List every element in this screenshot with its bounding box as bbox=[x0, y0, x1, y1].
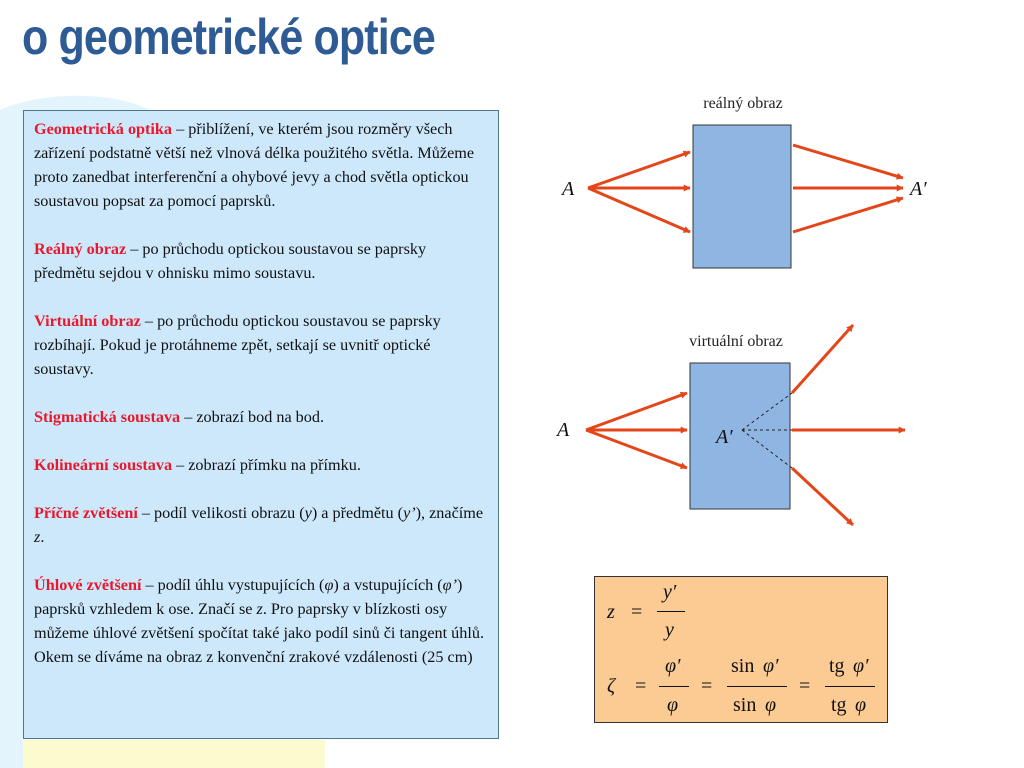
definition-term: Virtuální obraz bbox=[34, 312, 141, 330]
formula-y: y bbox=[665, 619, 674, 641]
definition-term: Úhlové zvětšení bbox=[34, 576, 142, 594]
definition-transverse-magnification: Příčné zvětšení – podíl velikosti obrazu (y) a předmětu (y’), značíme z. bbox=[34, 504, 484, 546]
fraction-bar bbox=[825, 686, 875, 687]
definition-stigmatic-system: Stigmatická soustava – zobrazí bod na bod. bbox=[34, 408, 325, 426]
formula-equals: = bbox=[701, 675, 713, 697]
formula-phi-prime: φ′ bbox=[853, 655, 869, 677]
virtual-outgoing-ray-lower bbox=[792, 468, 853, 525]
fraction-bar bbox=[727, 686, 787, 687]
formula-sin: sin bbox=[733, 694, 757, 716]
virtual-incoming-ray-lower bbox=[586, 430, 687, 468]
formula-tg: tg bbox=[831, 694, 847, 716]
definition-geometric-optics: Geometrická optika – přiblížení, ve kterém jsou rozměry všech zařízení podstatně větší než vlnová délka použitého světla. Můžeme proto zanedbat interferenční a ohybové jevy a chod světla optickou soustavou popsat za pomocí paprsků. bbox=[34, 120, 475, 210]
definition-text: zobrazí přímku na přímku. bbox=[188, 456, 361, 474]
real-image-label: A′ bbox=[910, 178, 927, 200]
definition-term: Kolineární soustava bbox=[34, 456, 173, 474]
definition-text: přiblížení, ve kterém jsou rozměry všech zařízení podstatně větší než vlnová délka použitého světla. Můžeme proto zanedbat interferenční a ohybové jevy a chod světla optickou soustavou popsat za pomocí paprsků. bbox=[34, 120, 475, 210]
definition-term: Geometrická optika bbox=[34, 120, 173, 138]
definition-virtual-image: Virtuální obraz – po průchodu optickou soustavou se paprsky rozbíhají. Pokud je protáhneme zpět, setkají se uvnitř optické soustavy. bbox=[34, 312, 441, 378]
definition-real-image: Reálný obraz – po průchodu optickou soustavou se paprsky předmětu sejdou v ohnisku mimo soustavu. bbox=[34, 240, 427, 282]
virtual-optical-system bbox=[690, 363, 790, 509]
formula-tg: tg bbox=[829, 655, 845, 677]
real-incoming-ray-lower bbox=[588, 188, 690, 232]
page-title: o geometrické optice bbox=[22, 9, 435, 65]
real-outgoing-ray-lower bbox=[793, 198, 903, 232]
formula-z: z bbox=[607, 601, 615, 623]
virtual-object-label: A bbox=[557, 419, 570, 441]
virtual-incoming-ray-upper bbox=[586, 393, 687, 430]
virtual-image-diagram bbox=[555, 325, 905, 525]
definition-text: po průchodu optickou soustavou se paprsky rozbíhají. Pokud je protáhneme zpět, setkají se uvnitř optické soustavy. bbox=[34, 312, 441, 378]
virtual-outgoing-ray-upper bbox=[792, 325, 853, 393]
real-image-diagram bbox=[560, 95, 927, 268]
formula-phi: φ bbox=[765, 694, 777, 716]
formula-phi: φ bbox=[855, 694, 867, 716]
formula-equals: = bbox=[799, 675, 811, 697]
definition-term: Stigmatická soustava bbox=[34, 408, 181, 426]
real-outgoing-ray-upper bbox=[793, 145, 903, 178]
formula-equals: = bbox=[631, 601, 643, 623]
real-optical-system bbox=[693, 125, 791, 268]
definition-angular-magnification: Úhlové zvětšení – podíl úhlu vystupujících (φ) a vstupujících (φ’) paprsků vzhledem k ose. Značí se z. Pro paprsky v blízkosti osy můžeme úhlové zvětšení spočítat také jako podíl sinů či tangent úhlů. Okem se díváme na obraz z konvenční zrakové vzdálenosti (25 cm) bbox=[34, 576, 484, 666]
definition-term: Příčné zvětšení bbox=[34, 504, 138, 522]
definition-text: zobrazí bod na bod. bbox=[196, 408, 325, 426]
magnification-formulas bbox=[594, 576, 888, 723]
virtual-image-caption: virtuální obraz bbox=[689, 333, 783, 350]
formula-phi-prime: φ′ bbox=[763, 655, 779, 677]
formula-zeta: ζ bbox=[607, 675, 616, 697]
formula-phi-prime: φ′ bbox=[665, 655, 681, 677]
real-image-caption: reálný obraz bbox=[703, 95, 783, 112]
virtual-image-label: A′ bbox=[716, 426, 733, 448]
definition-text: po průchodu optickou soustavou se paprsky předmětu sejdou v ohnisku mimo soustavu. bbox=[34, 240, 427, 282]
formula-equals: = bbox=[635, 675, 647, 697]
formula-sin: sin bbox=[731, 655, 755, 677]
fraction-bar bbox=[657, 611, 685, 612]
fraction-bar bbox=[659, 686, 689, 687]
formula-y-prime: y′ bbox=[663, 581, 677, 603]
definition-term: Reálný obraz bbox=[34, 240, 127, 258]
real-incoming-ray-upper bbox=[588, 152, 690, 188]
definition-collinear-system: Kolineární soustava – zobrazí přímku na přímku. bbox=[34, 456, 361, 474]
real-object-label: A bbox=[562, 178, 575, 200]
formula-phi: φ bbox=[667, 694, 679, 716]
